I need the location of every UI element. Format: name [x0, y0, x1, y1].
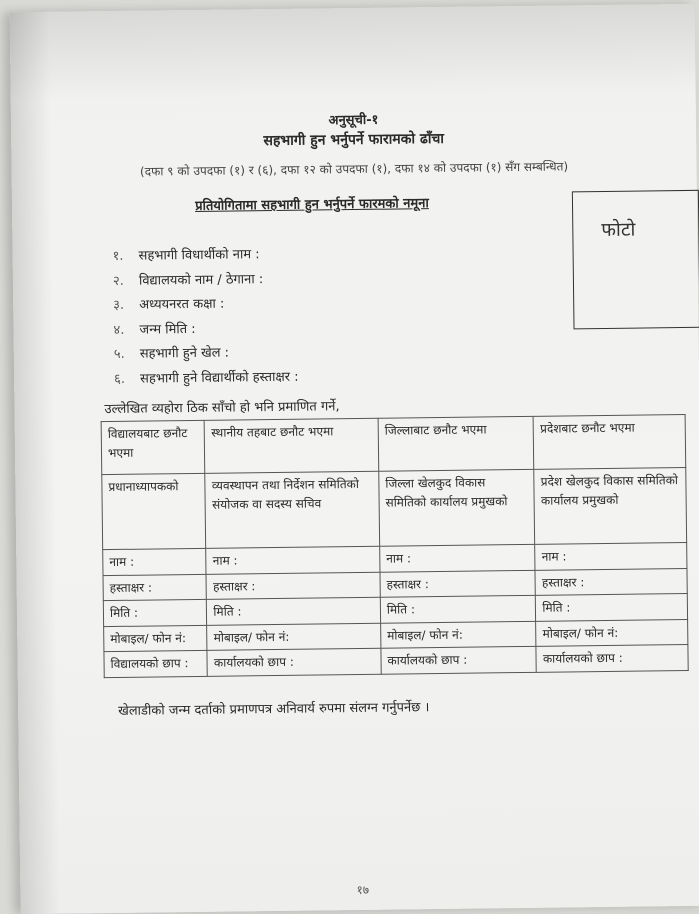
table-cell: मोबाइल/ फोन नं:: [104, 625, 208, 652]
table-header-cell: विद्यालयबाट छनौट भएमा: [101, 420, 205, 474]
certification-table: [101, 414, 689, 678]
table-cell: मिति :: [207, 597, 381, 625]
page-number: १७: [356, 882, 370, 898]
table-cell: नाम :: [535, 542, 687, 569]
field-item: [113, 267, 298, 294]
table-header-cell: प्रदेशबाट छनौट भएमा: [533, 414, 685, 469]
field-number: ४.: [113, 322, 125, 338]
document-page: [10, 4, 699, 914]
table-cell: प्रदेश खेलकुद विकास समितिको कार्यालय प्रमुखको: [534, 467, 687, 544]
table-cell: मिति :: [536, 594, 688, 621]
legal-reference: (दफा ९ को उपदफा (१) र (६), दफा १२ को उपदफा (१), दफा १४ को उपदफा (१) सँग सम्बन्धित): [139, 159, 569, 179]
field-item: [114, 365, 299, 392]
field-item: [112, 243, 297, 270]
table-header-cell: स्थानीय तहबाट छनौट भएमा: [205, 418, 379, 473]
table-cell: प्रधानाध्यापकको: [102, 473, 206, 549]
field-number: ५.: [113, 346, 125, 362]
table-cell: हस्ताक्षर :: [103, 574, 207, 601]
field-label: सहभागी हुने खेल :: [139, 345, 230, 362]
table-cell: जिल्ला खेलकुद विकास समितिको कार्यालय प्रमुखको: [379, 469, 535, 546]
table-cell: मोबाइल/ फोन नं:: [381, 621, 537, 648]
table-cell: नाम :: [380, 544, 536, 571]
field-label: अध्ययनरत कक्षा :: [139, 296, 225, 313]
table-cell: मिति :: [380, 596, 536, 623]
table-cell: कार्यालयको छाप :: [207, 649, 381, 677]
form-sample-title: प्रतियोगितामा सहभागी हुन भर्नुपर्ने फारमको नमूना: [195, 196, 429, 214]
schedule-heading: अनुसूची-१: [328, 112, 379, 129]
table-header-cell: जिल्लाबाट छनौट भएमा: [378, 416, 534, 471]
certification-text: उल्लेखित व्यहोरा ठिक साँचो हो भनि प्रमाणित गर्ने,: [104, 399, 340, 418]
table-cell: मोबाइल/ फोन नं:: [207, 623, 381, 651]
field-number: ३.: [113, 297, 125, 313]
table-cell: व्यवस्थापन तथा निर्देशन समितिको संयोजक वा सदस्य सचिव: [205, 471, 379, 548]
scan-shadow-top: [10, 4, 696, 102]
field-item: [113, 316, 298, 343]
table-cell: मोबाइल/ फोन नं:: [536, 619, 688, 646]
table-cell: नाम :: [103, 548, 207, 575]
photo-label: फोटो: [601, 218, 636, 241]
participant-fields: [112, 243, 298, 392]
field-label: विद्यालयको नाम / ठेगाना :: [138, 271, 264, 289]
table-cell: हस्ताक्षर :: [380, 570, 536, 597]
table-header-row: [101, 414, 686, 474]
field-item: [113, 292, 298, 319]
table-cell: हस्ताक्षर :: [206, 572, 380, 600]
table-cell: कार्यालयको छाप :: [381, 647, 537, 674]
table-cell: विद्यालयको छाप :: [104, 651, 208, 678]
field-label: जन्म मिति :: [139, 321, 196, 338]
field-item: [114, 341, 299, 368]
field-label: सहभागी हुने विद्यार्थीको हस्ताक्षर :: [140, 369, 299, 387]
photo-box: [572, 190, 699, 330]
table-row-designation: [102, 467, 687, 549]
table-cell: हस्ताक्षर :: [535, 568, 687, 595]
field-number: २.: [112, 273, 124, 289]
field-number: ६.: [114, 371, 126, 387]
form-title: सहभागी हुन भर्नुपर्ने फारामको ढाँचा: [263, 130, 445, 150]
field-number: १.: [112, 248, 124, 264]
field-label: सहभागी विधार्थीको नाम :: [138, 247, 260, 264]
attachment-note: खेलाडीको जन्म दर्ताको प्रमाणपत्र अनिवार्य रुपमा संलग्न गर्नुपर्नेछ ।: [118, 700, 430, 719]
table-cell: नाम :: [206, 546, 380, 574]
table-cell: मिति :: [103, 600, 207, 627]
table-cell: कार्यालयको छाप :: [536, 645, 688, 672]
